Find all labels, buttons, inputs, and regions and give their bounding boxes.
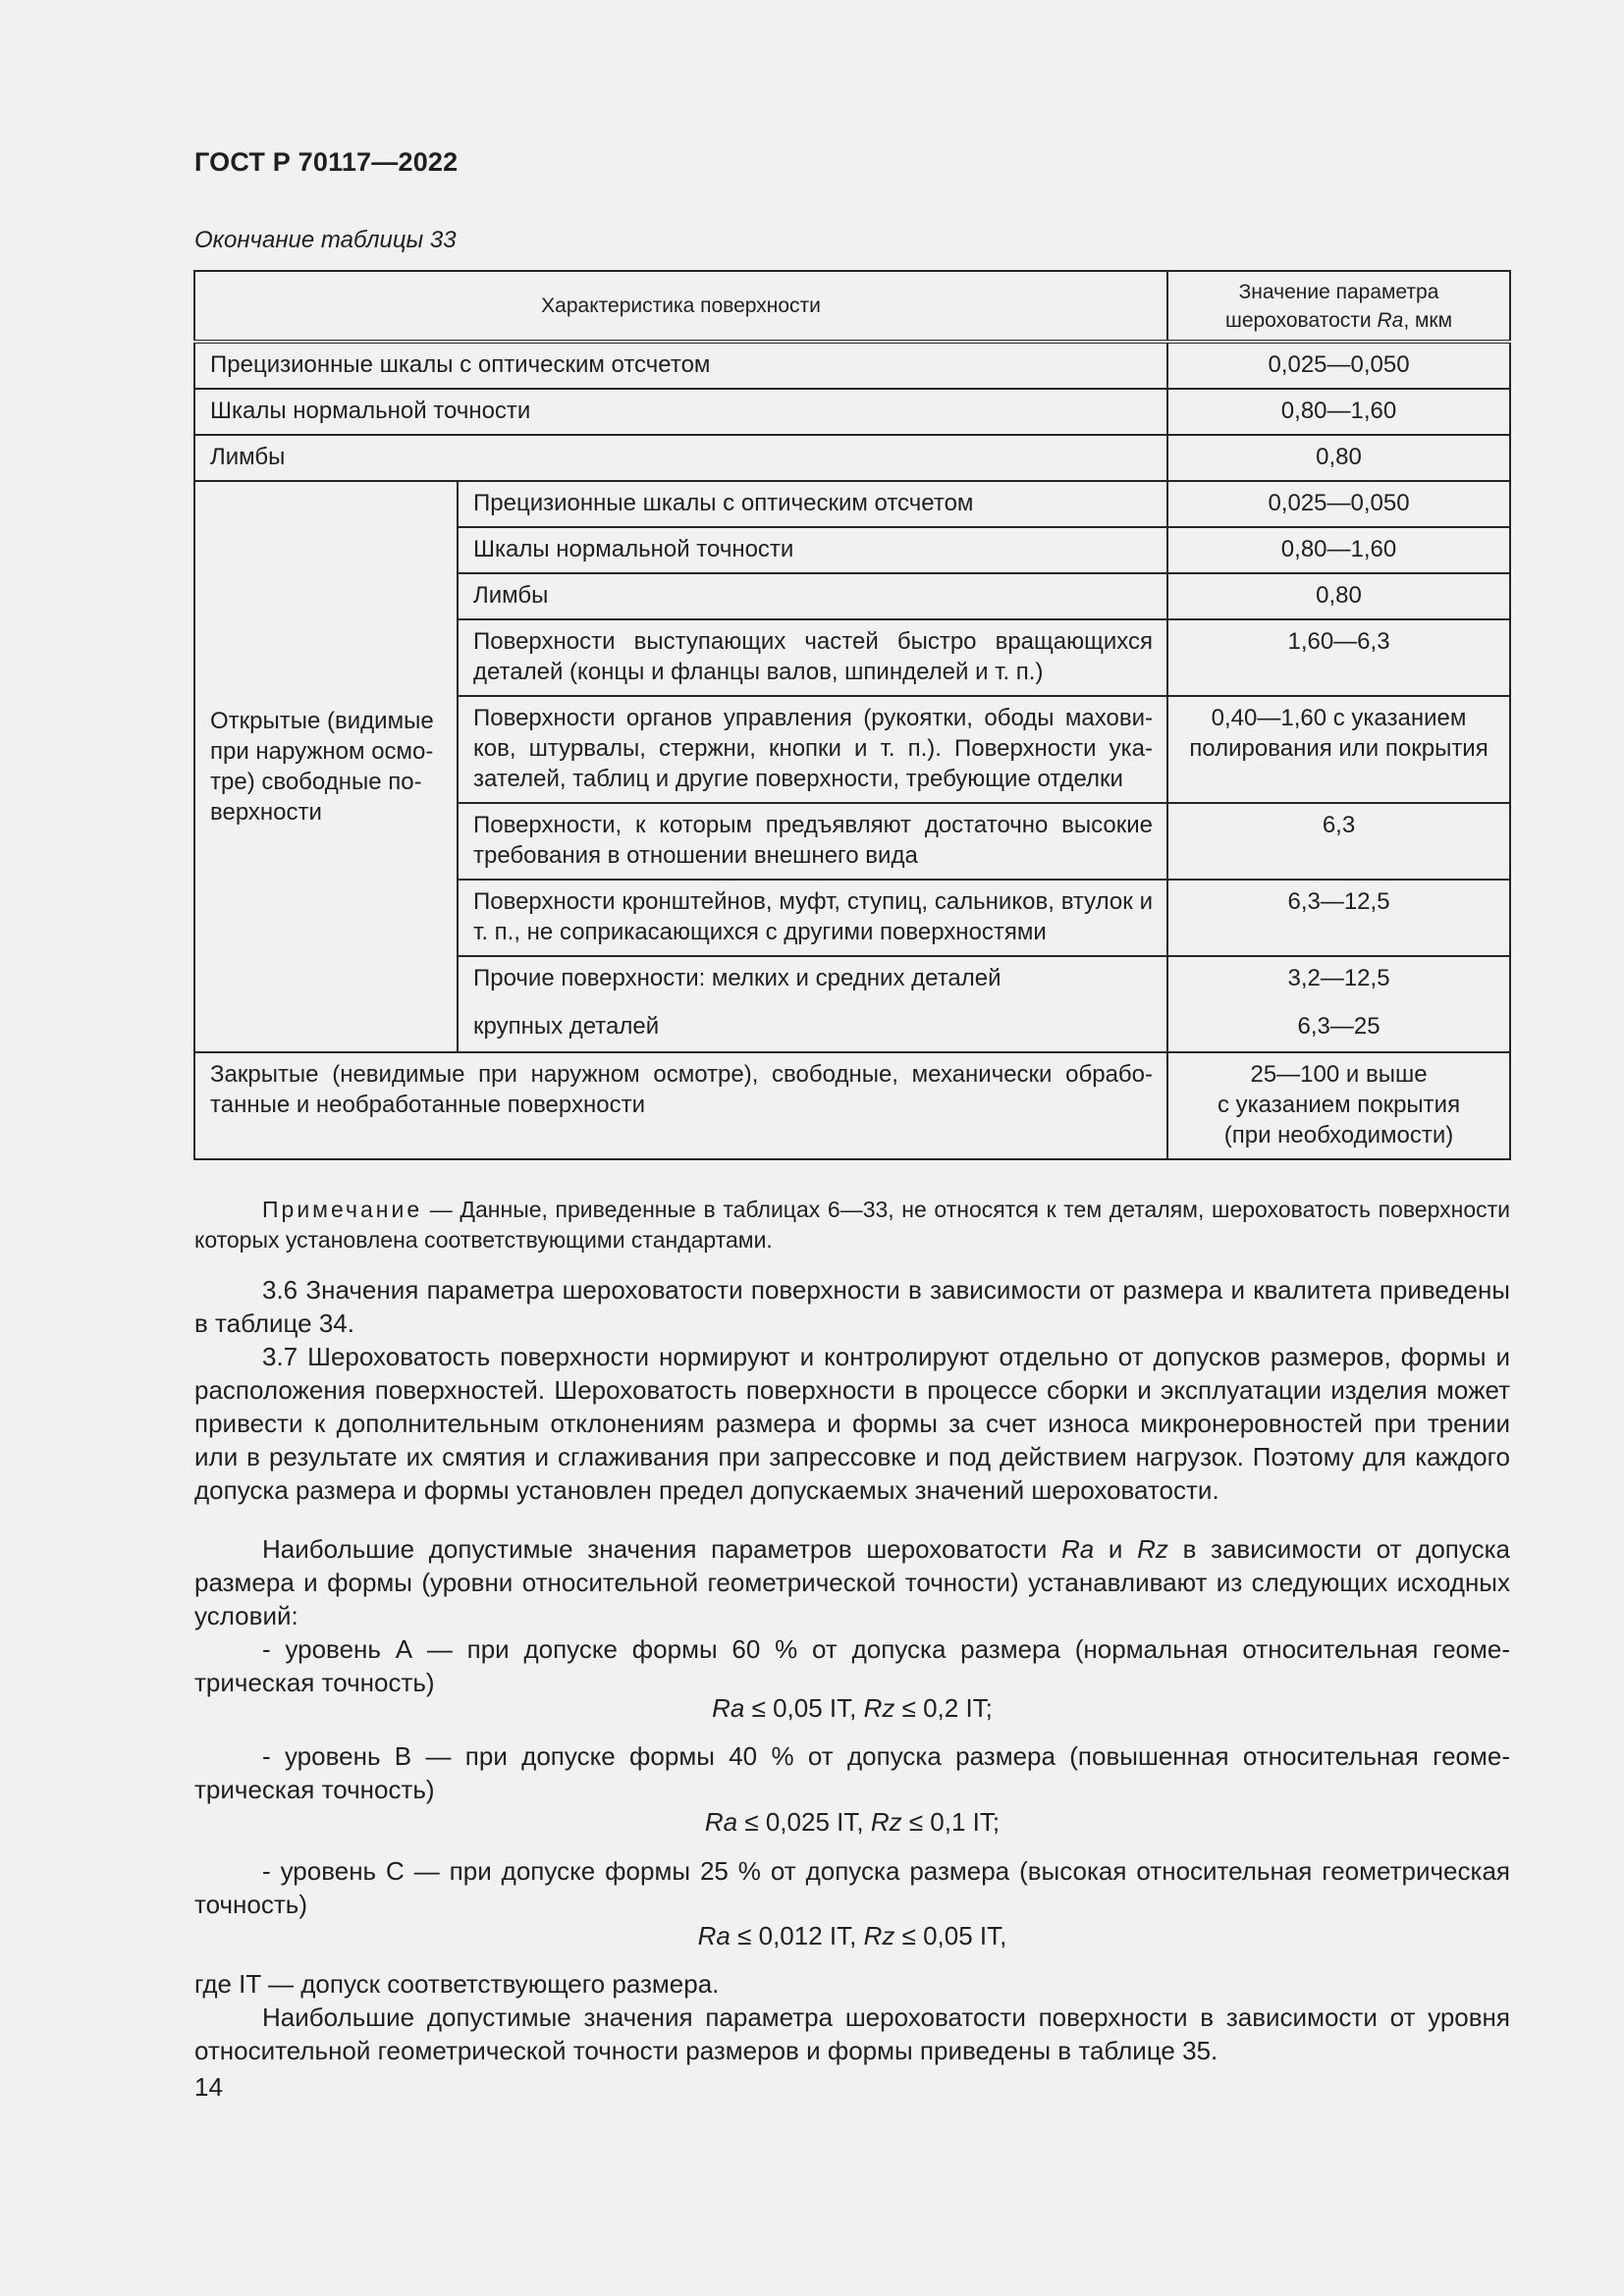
table-row: [194, 481, 1510, 527]
table-row: [194, 1052, 1510, 1159]
max-values-ra: Ra: [1061, 1534, 1095, 1564]
header-value: [1167, 271, 1510, 342]
closed-value-line3: (при необходимости): [1223, 1122, 1454, 1148]
formula-ra: Ra: [712, 1693, 745, 1723]
row-value: 0,025—0,050: [1167, 481, 1510, 527]
row-characteristic: Поверхности кронштейнов, муфт, ступиц, сальников, втулок и т. п., не соприкасающихся с другими поверхностями: [458, 880, 1167, 956]
other-value1: 3,2—12,5: [1287, 965, 1390, 991]
roughness-table: [193, 270, 1511, 1160]
row-value: 0,40—1,60 с указанием полирования или покрытия: [1167, 696, 1510, 803]
table-header-row: [194, 271, 1510, 342]
row-characteristic: Лимбы: [458, 573, 1167, 619]
row-characteristic: Лимбы: [194, 435, 1167, 481]
row-value: 0,80—1,60: [1167, 389, 1510, 435]
formula-ra: Ra: [697, 1921, 731, 1950]
row-value: 0,80: [1167, 435, 1510, 481]
document-header: ГОСТ Р 70117—2022: [194, 147, 459, 177]
page-number: 14: [194, 2072, 223, 2102]
table-caption: Окончание таблицы 33: [194, 227, 457, 253]
row-value: 0,025—0,050: [1167, 342, 1510, 389]
table-row: [194, 342, 1510, 389]
table-note: [194, 1195, 1510, 1255]
header-value-line2-pre: шероховатости: [1224, 308, 1378, 332]
row-characteristic-other: [458, 956, 1167, 1052]
row-value: 6,3: [1167, 803, 1510, 880]
formula-ra-value: ≤ 0,012 IT,: [730, 1921, 864, 1950]
row-value: 1,60—6,3: [1167, 619, 1510, 696]
formula-ra-value: ≤ 0,025 IT,: [737, 1807, 871, 1837]
paragraph-last: Наибольшие допустимые значения параметра шероховатости поверхности в зависимости от уровня относительной геометрической точности размеров и формы приведены в таблице 35.: [194, 2002, 1510, 2065]
note-label: Примечание: [262, 1197, 423, 1222]
row-value: 0,80—1,60: [1167, 527, 1510, 573]
level-a-text: - уровень А — при допуске формы 60 % от допуска размера (нормальная относительная геометрическая точность): [194, 1634, 1510, 1697]
header-value-var: Ra: [1377, 308, 1404, 332]
table-row: [194, 389, 1510, 435]
formula-rz-value: ≤ 0,05 IT,: [894, 1921, 1007, 1950]
formula-rz-value: ≤ 0,2 IT;: [894, 1693, 993, 1723]
where-it-text: где IT — допуск соответствующего размера.: [194, 1969, 720, 1999]
row-characteristic: Прецизионные шкалы с оптическим отсчетом: [194, 342, 1167, 389]
other-line2: крупных деталей: [473, 1013, 660, 1040]
formula-rz-value: ≤ 0,1 IT;: [901, 1807, 1001, 1837]
row-characteristic: Шкалы нормальной точности: [194, 389, 1167, 435]
row-characteristic: Поверхности выступающих частей быстро вращающихся деталей (концы и фланцы валов, шпинделей и т. п.): [458, 619, 1167, 696]
row-characteristic: Прецизионные шкалы с оптическим отсчетом: [458, 481, 1167, 527]
row-characteristic: Поверхности органов управления (рукоятки, ободы маховиков, штурвалы, стержни, кнопки и т. п.). Поверхности указателей, таблиц и другие поверхности, требующие отделки: [458, 696, 1167, 803]
row-value: 6,3—12,5: [1167, 880, 1510, 956]
other-value2: 6,3—25: [1297, 1013, 1380, 1040]
level-c-text: - уровень С — при допуске формы 25 % от допуска размера (высокая относительная геометрическая точность): [194, 1856, 1510, 1919]
max-values-and: и: [1094, 1534, 1138, 1564]
row-characteristic: Шкалы нормальной точности: [458, 527, 1167, 573]
row-value-other: [1167, 956, 1510, 1052]
formula-rz: Rz: [863, 1693, 895, 1723]
note-text: — Данные, приведенные в таблицах 6—33, не относятся к тем деталям, шероховатость поверхности которых установлена соответствующими стандартами.: [194, 1197, 1510, 1253]
paragraph-3-6: 3.6 Значения параметра шероховатости поверхности в зависимости от размера и квалитета приведены в таблице 34.: [194, 1275, 1510, 1338]
row-characteristic: Поверхности, к которым предъявляют достаточно высокие требования в отношении внешнего вида: [458, 803, 1167, 880]
closed-surfaces-value: [1167, 1052, 1510, 1159]
row-value: 0,80: [1167, 573, 1510, 619]
formula-rz: Rz: [870, 1807, 902, 1837]
formula-level-b: [194, 1805, 1510, 1839]
max-values-text-post: в зависимости от допуска размера и формы (уровни относительной геометрической точности) устанавливают из следующих исходных условий:: [194, 1534, 1510, 1630]
formula-rz: Rz: [863, 1921, 895, 1950]
formula-ra-value: ≤ 0,05 IT,: [744, 1693, 864, 1723]
other-line1: Прочие поверхности: мелких и средних деталей: [473, 965, 1001, 991]
closed-value-line1: 25—100 и выше: [1250, 1061, 1428, 1088]
formula-level-c: [194, 1919, 1510, 1952]
paragraph-max-values: [194, 1532, 1510, 1632]
formula-level-a: [194, 1691, 1510, 1725]
header-value-line1: Значение параметра: [1238, 280, 1439, 303]
header-characteristic: Характеристика поверхности: [194, 271, 1167, 342]
level-b-text: - уровень В — при допуске формы 40 % от допуска размера (повышенная относительная геометрическая точность): [194, 1741, 1510, 1804]
max-values-text-pre: Наибольшие допустимые значения параметров шероховатости: [262, 1534, 1062, 1564]
max-values-rz: Rz: [1137, 1534, 1168, 1564]
closed-value-line2: с указанием покрытия: [1217, 1092, 1461, 1118]
closed-surfaces-characteristic: Закрытые (невидимые при наружном осмотре), свободные, механически обработанные и необработанные поверхности: [194, 1052, 1167, 1159]
formula-ra: Ra: [704, 1807, 738, 1837]
open-surfaces-group-label: Открытые (видимые при наружном осмотре) свободные поверхности: [194, 481, 458, 1052]
table-row: [194, 435, 1510, 481]
header-value-line2-post: , мкм: [1403, 308, 1453, 332]
paragraph-3-7: 3.7 Шероховатость поверхности нормируют и контролируют отдельно от допусков размеров, формы и расположения поверхностей. Шероховатость поверхности в процессе сборки и эксплуатации изделия может привести к дополнительным отклонениям размера и формы за счет износа микронеровностей при трении или в результате их смятия и сглаживания при запрессовке и под действием нагрузок. Поэтому для каждого допуска размера и формы установлен предел допускаемых значений шероховатости.: [194, 1342, 1510, 1505]
